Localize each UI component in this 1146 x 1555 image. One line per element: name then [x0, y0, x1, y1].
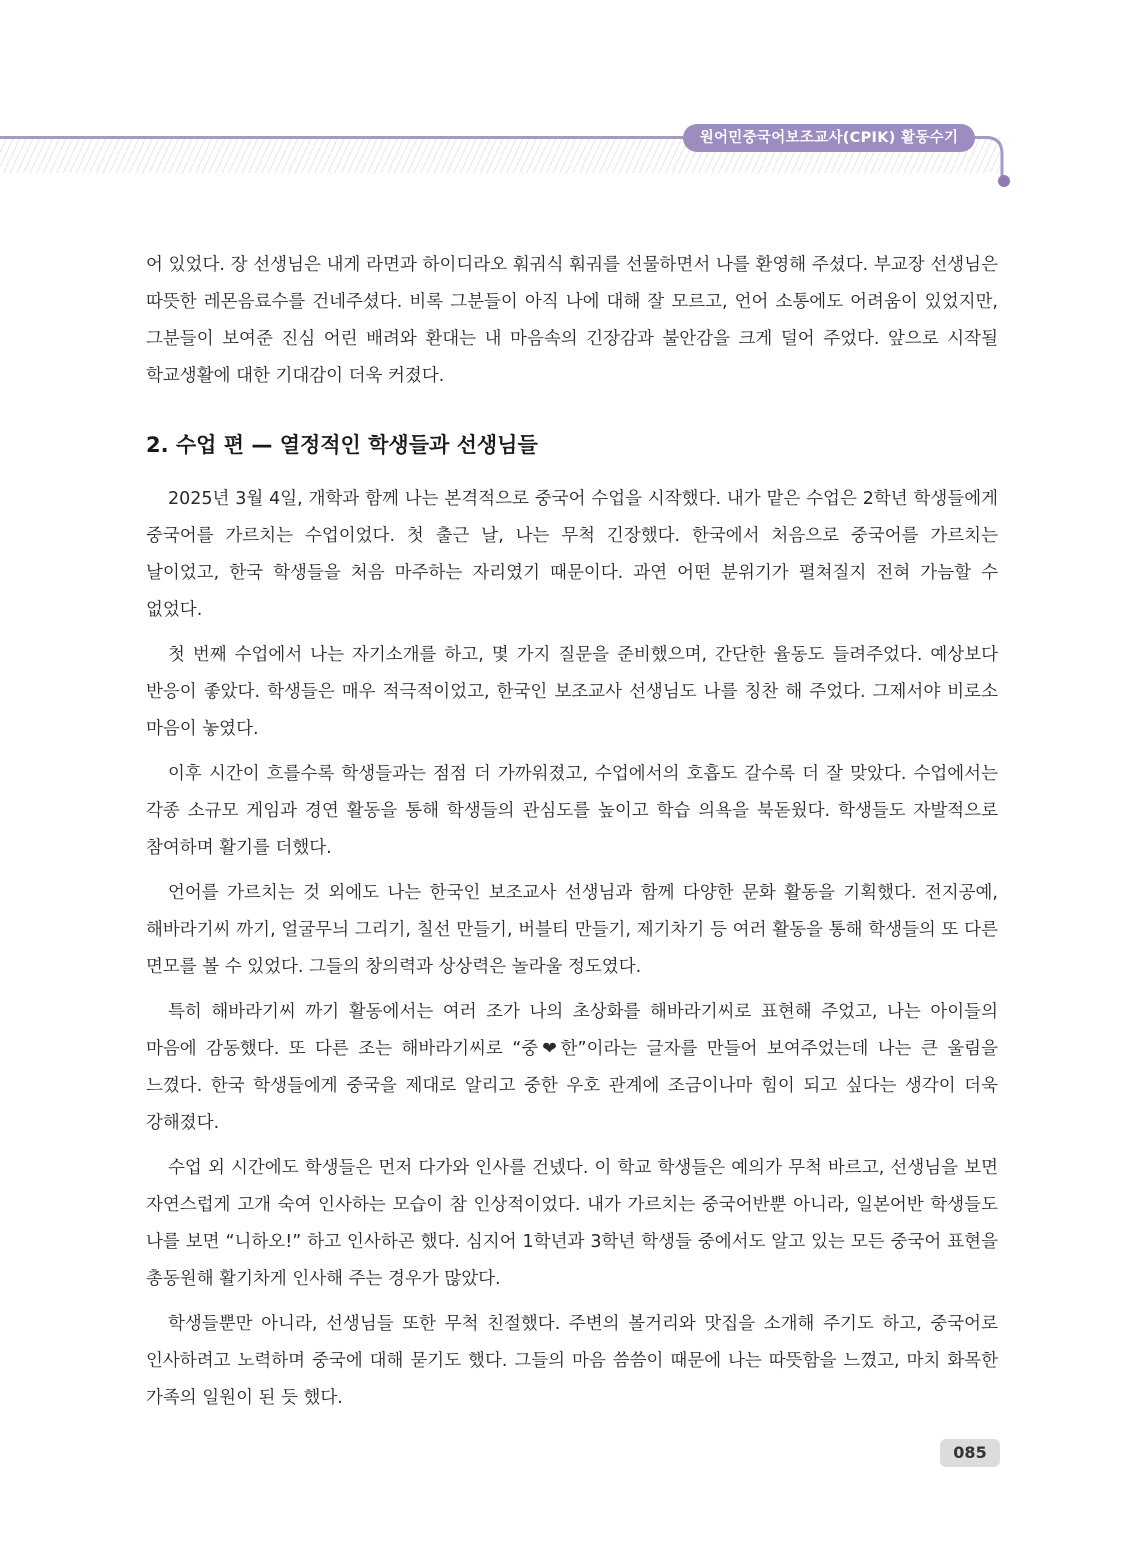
intro-paragraph: 어 있었다. 장 선생님은 내게 라면과 하이디라오 훠궈식 훠궈를 선물하면서 나를 환영해 주셨다. 부교장 선생님은 따뜻한 레몬음료수를 건네주셨다. 비록 그분들이 아직 나에 대해 잘 모르고, 언어 소통에도 어려움이 있었지만, 그분들이 보여준 진심 어린 배려와 환대는 내 마음속의 긴장감과 불안감을 크게 덜어 주었다. 앞으로 시작될 학교생활에 대한 기대감이 더욱 커졌다.	[146, 255, 998, 386]
body-paragraph: 2025년 3월 4일, 개학과 함께 나는 본격적으로 중국어 수업을 시작했다. 내가 맡은 수업은 2학년 학생들에게 중국어를 가르치는 수업이었다. 첫 출근 날, 나는 무척 긴장했다. 한국에서 처음으로 중국어를 가르치는 날이었고, 한국 학생들을 처음 마주하는 자리였기 때문이다. 과연 어떤 분위기가 펼쳐질지 전혀 가늠할 수 없었다.	[146, 489, 998, 620]
section-heading: 2. 수업 편 — 열정적인 학생들과 선생님들	[146, 433, 538, 457]
body-paragraph: 이후 시간이 흐를수록 학생들과는 점점 더 가까워졌고, 수업에서의 호흡도 갈수록 더 잘 맞았다. 수업에서는 각종 소규모 게임과 경연 활동을 통해 학생들의 관심도를 높이고 학습 의욕을 북돋웠다. 학생들도 자발적으로 참여하며 활기를 더했다.	[146, 764, 998, 858]
header-dot	[998, 175, 1010, 187]
section-title-tab: 원어민중국어보조교사(CPIK) 활동수기	[683, 124, 975, 152]
header-curve-decoration	[972, 136, 1006, 180]
body-paragraph: 특히 해바라기씨 까기 활동에서는 여러 조가 나의 초상화를 해바라기씨로 표현해 주었고, 나는 아이들의 마음에 감동했다. 또 다른 조는 해바라기씨로 “중❤한”이라는 글자를 만들어 보여주었는데 나는 큰 울림을 느꼈다. 한국 학생들에게 중국을 제대로 알리고 중한 우호 관계에 조금이나마 힘이 되고 싶다는 생각이 더욱 강해졌다.	[146, 1002, 998, 1133]
body-paragraph: 수업 외 시간에도 학생들은 먼저 다가와 인사를 건넸다. 이 학교 학생들은 예의가 무척 바르고, 선생님을 보면 자연스럽게 고개 숙여 인사하는 모습이 참 인상적이었다. 내가 가르치는 중국어반뿐 아니라, 일본어반 학생들도 나를 보면 “니하오!” 하고 인사하곤 했다. 심지어 1학년과 3학년 학생들 중에서도 알고 있는 모든 중국어 표현을 총동원해 활기차게 인사해 주는 경우가 많았다.	[146, 1158, 998, 1289]
body-paragraph: 언어를 가르치는 것 외에도 나는 한국인 보조교사 선생님과 함께 다양한 문화 활동을 기획했다. 전지공예, 해바라기씨 까기, 얼굴무늬 그리기, 칠선 만들기, 버블티 만들기, 제기차기 등 여러 활동을 통해 학생들의 또 다른 면모를 볼 수 있었다. 그들의 창의력과 상상력은 놀라울 정도였다.	[146, 883, 998, 977]
body-paragraph: 학생들뿐만 아니라, 선생님들 또한 무척 친절했다. 주변의 볼거리와 맛집을 소개해 주기도 하고, 중국어로 인사하려고 노력하며 중국에 대해 묻기도 했다. 그들의 마음 씀씀이 때문에 나는 따뜻함을 느꼈고, 마치 화목한 가족의 일원이 된 듯 했다.	[146, 1314, 998, 1408]
body-paragraph: 첫 번째 수업에서 나는 자기소개를 하고, 몇 가지 질문을 준비했으며, 간단한 율동도 들려주었다. 예상보다 반응이 좋았다. 학생들은 매우 적극적이었고, 한국인 보조교사 선생님도 나를 칭찬 해 주었다. 그제서야 비로소 마음이 놓였다.	[146, 645, 998, 739]
page-number: 085	[940, 1439, 1000, 1467]
page-content	[146, 247, 998, 1425]
